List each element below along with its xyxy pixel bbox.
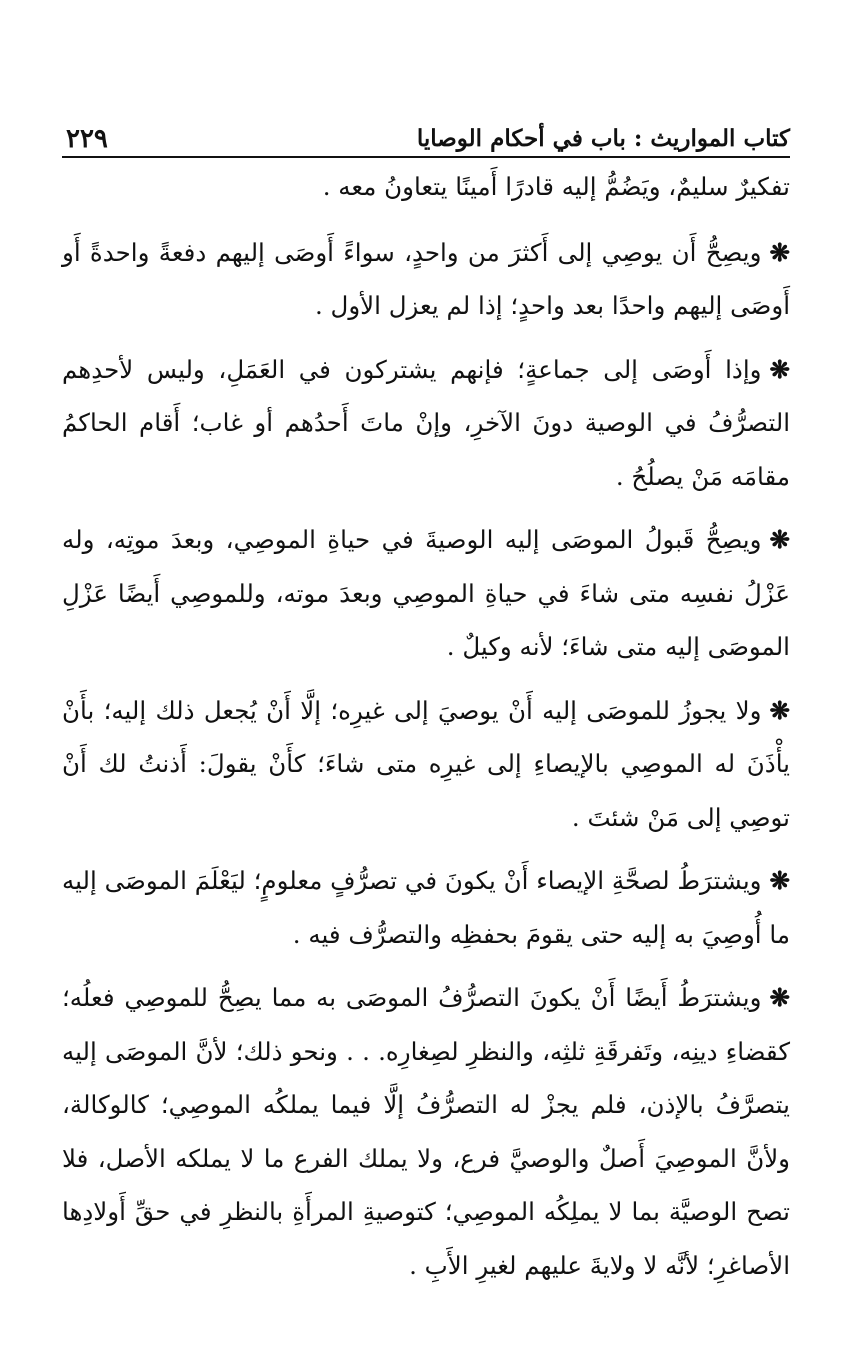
paragraph [62,160,790,214]
paragraph-text: ويشترَطُ لصحَّةِ الإيصاء أَنْ يكونَ في تصرُّفٍ معلومٍ؛ ليَعْلَمَ الموصَى إليه ما أُوصِيَ به إليه حتى يقومَ بحفظِه والتصرُّف فيه . [62,866,790,949]
paragraph-text: ولا يجوزُ للموصَى إليه أَنْ يوصيَ إلى غيرِه؛ إلَّا أَنْ يُجعل ذلك إليه؛ بأَنْ يأْذَنَ له الموصِي بالإيصاءِ إلى غيرِه متى شاءَ؛ كأَنْ يقولَ: أَذنتُ لك أَنْ توصِي إلى مَنْ شئتَ . [62,695,790,832]
running-title: كتاب المواريث : باب في أحكام الوصايا [416,125,790,152]
paragraph-text: ويصِحُّ قَبولُ الموصَى إليه الوصيةَ في حياةِ الموصِي، وبعدَ موتِه، وله عَزْلُ نفسِه متى شاءَ في حياةِ الموصِي وبعدَ موته، وللموصِي أَيضًا عَزْلِ الموصَى إليه متى شاءَ؛ لأنه وكيلٌ . [62,525,790,661]
paragraph [62,854,790,961]
asterism-bullet: ❋ [769,983,790,1012]
paragraph-text: وإذا أَوصَى إلى جماعةٍ؛ فإنهم يشتركون في العَمَلِ، وليس لأحدِهم التصرُّفُ في الوصية دونَ الآخرِ، وإنْ ماتَ أَحدُهم أو غاب؛ أَقام الحاكمُ مقامَه مَنْ يصلُحُ . [62,354,790,491]
asterism-bullet: ❋ [769,866,790,895]
page-header [62,112,790,158]
asterism-bullet: ❋ [769,354,790,384]
paragraph [62,513,790,674]
paragraph-text: تفكيرٌ سليمٌ، ويَضُمُّ إليه قادرًا أَمينًا يتعاونُ معه . [322,172,790,201]
paragraph-text: ويصِحُّ أَن يوصِي إلى أَكثرَ من واحدٍ، سواءً أَوصَى إليهم دفعةً واحدةً أَو أَوصَى إليهم واحدًا بعد واحدٍ؛ إذا لم يعزل الأول . [62,237,790,320]
page-number: ٢٢٩ [66,124,108,154]
book-page [62,112,790,1302]
asterism-bullet: ❋ [769,525,790,554]
paragraph-text: ويشترَطُ أَيضًا أَنْ يكونَ التصرُّفُ الموصَى به مما يصِحُّ للموصِي فعلُه؛ كقضاءِ دينِه، وتَفرقَةِ ثلثِه، والنظرِ لصِغارِه. . . ونحو ذلك؛ لأنَّ الموصَى إليه يتصرَّفُ بالإذن، فلم يجزْ له التصرُّفُ إلَّا فيما يملكُه الموصِي؛ كالوكالة، ولأنَّ الموصِيَ أَصلٌ والوصيَّ فرع، ولا يملك الفرع ما لا يملكه الأصل، فلا تصح الوصيَّة بما لا يملِكُه الموصِي؛ كتوصيةِ المرأَةِ بالنظرِ في حقِّ أَولادِها الأصاغرِ؛ لأنَّه لا ولايةَ عليهم لغيرِ الأَبِ . [62,983,790,1280]
paragraph [62,971,790,1292]
paragraph [62,343,790,504]
asterism-bullet: ❋ [769,695,790,725]
asterism-bullet: ❋ [769,237,790,267]
body-text [62,160,790,1292]
paragraph [62,684,790,845]
paragraph [62,226,790,333]
